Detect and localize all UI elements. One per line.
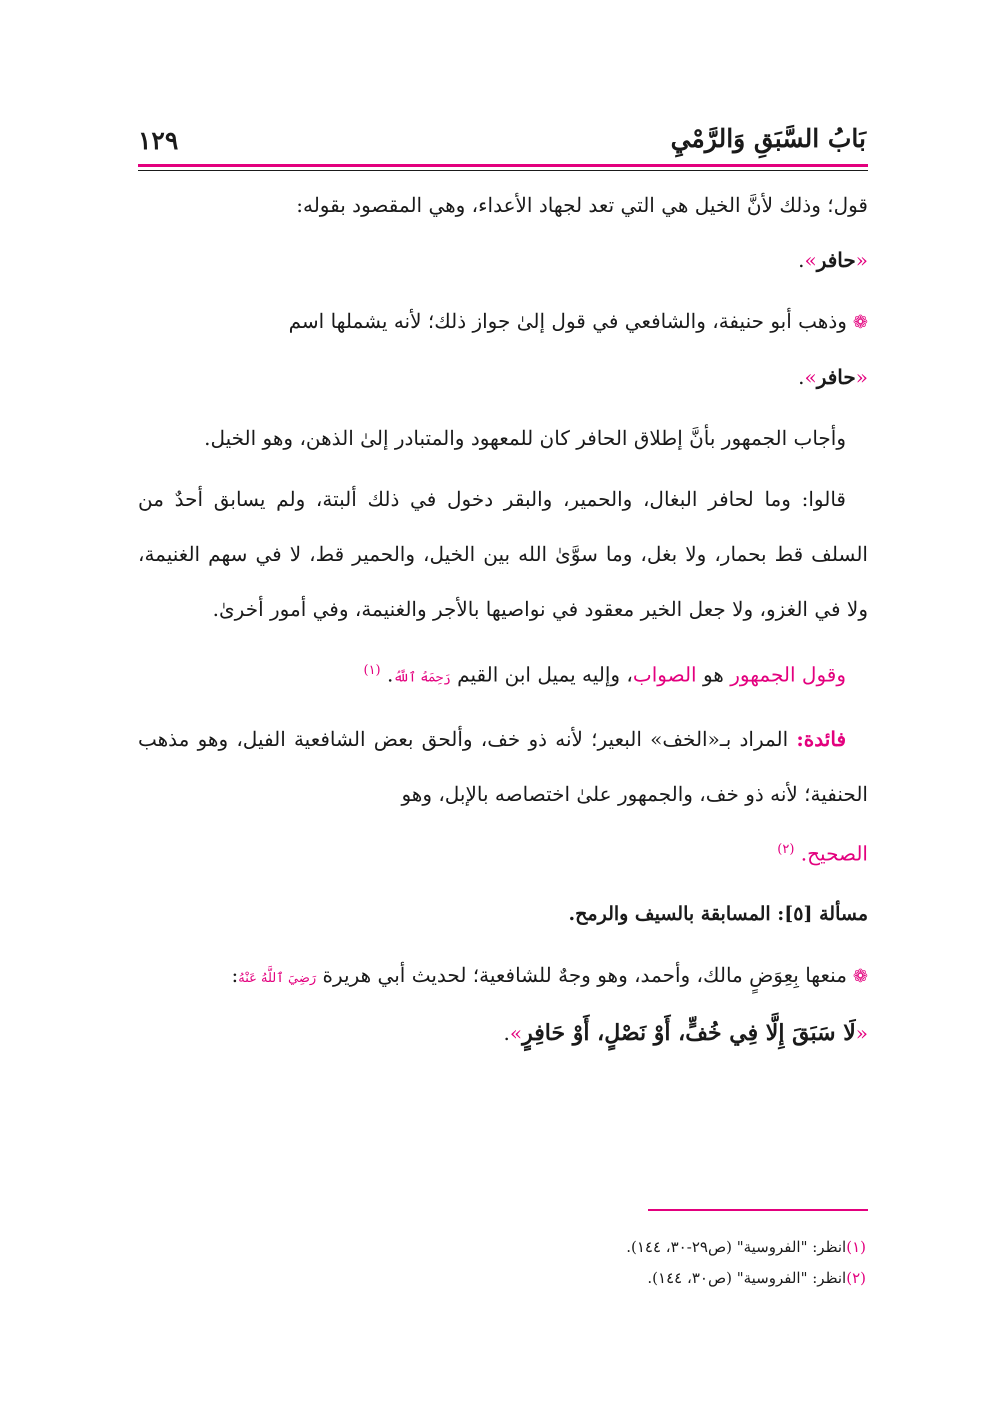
paragraph-7: ❁منعها بِعِوَضٍ مالك، وأحمد، وهو وجهٌ للشافعية؛ لحديث أبي هريرة رَضِيَ ٱللَّهُ عَنْهُ: «لَا سَبَقَ إِلَّا فِي خُفٍّ، أَوْ نَصْلٍ، أَوْ حَافِرٍ». (231, 963, 868, 1047)
hadith-text: لَا سَبَقَ إِلَّا فِي خُفٍّ، أَوْ نَصْلٍ، أَوْ حَافِرٍ (522, 1020, 856, 1047)
header-rule-pink (138, 164, 868, 167)
footnote-ref-2: (٢) (777, 841, 795, 857)
faida-label: فائدة: (796, 726, 847, 751)
paragraph-6: فائدة: المراد بـ«الخف» البعير؛ لأنه ذو خف، وألحق بعض الشافعية الفيل، وهو مذهب الحنفية؛ لأنه ذو خف، والجمهور علىٰ اختصاصه بالإبل، وهو الصحيح. $^{(٢)}$ (138, 726, 868, 866)
honorific-rahimahullah: رَحِمَهُ ٱللَّهُ (393, 670, 451, 686)
paragraph-1: قول؛ وذلك لأنَّ الخيل هي التي تعد لجهاد الأعداء، وهي المقصود بقوله: «حافر». (296, 193, 868, 272)
footnote-rule (648, 1209, 868, 1211)
honorific-radiyallahu: رَضِيَ ٱللَّهُ عَنْهُ (238, 971, 317, 987)
p1-text: قول؛ وذلك لأنَّ الخيل هي التي تعد لجهاد الأعداء، وهي المقصود بقوله: (296, 193, 868, 217)
footnote-2: (٢)انظر: "الفروسية" (ص٣٠، ١٤٤). (647, 1269, 866, 1287)
footnote-ref-1: (١) (363, 663, 381, 678)
paragraph-3: وأجاب الجمهور بأنَّ إطلاق الحافر كان للمعهود والمتبادر إلىٰ الذهن، وهو الخيل. (204, 426, 846, 450)
p1-quote: حافر (816, 248, 856, 272)
jumhur-label: وقول الجمهور (730, 662, 846, 687)
paragraph-4: قالوا: وما لحافر البغال، والحمير، والبقر دخول في ذلك ألبتة، ولم يسابق أحدٌ من السلف قط بحمار، ولا بغل، وما سوَّىٰ الله بين الخيل، والحمير قط، لا في سهم الغنيمة، ولا في الغزو، ولا جعل الخير معقود في نواصيها بالأجر والغنيمة، وفي أمور أخرىٰ. (138, 487, 868, 621)
flower-icon: ❁ (852, 312, 868, 333)
issue-label: مسألة [٥]: (777, 903, 868, 926)
p2-quote: حافر (816, 365, 856, 389)
sawab-label: الصواب (632, 662, 697, 687)
main-text (138, 178, 868, 1067)
footnote-1: (١)انظر: "الفروسية" (ص٢٩-٣٠، ١٤٤). (626, 1238, 866, 1256)
sahih-label: الصحيح. (800, 841, 868, 866)
chapter-title: بَابُ السَّبَقِ وَالرَّمْيِ (670, 124, 866, 153)
p2-text: وذهب أبو حنيفة، والشافعي في قول إلىٰ جواز ذلك؛ لأنه يشملها اسم (288, 309, 847, 333)
flower-icon: ❁ (852, 966, 868, 988)
paragraph-2: ❁وذهب أبو حنيفة، والشافعي في قول إلىٰ جواز ذلك؛ لأنه يشملها اسم «حافر». (288, 309, 868, 389)
paragraph-5: وقول الجمهور هو الصواب، وإليه يميل ابن القيم رَحِمَهُ ٱللَّهُ. $^{(١)}$ (363, 662, 846, 687)
page-number: ١٢٩ (138, 126, 179, 155)
issue-heading (138, 887, 868, 942)
issue-title: المسابقة بالسيف والرمح. (568, 903, 771, 926)
header-rule-dark (138, 170, 868, 171)
